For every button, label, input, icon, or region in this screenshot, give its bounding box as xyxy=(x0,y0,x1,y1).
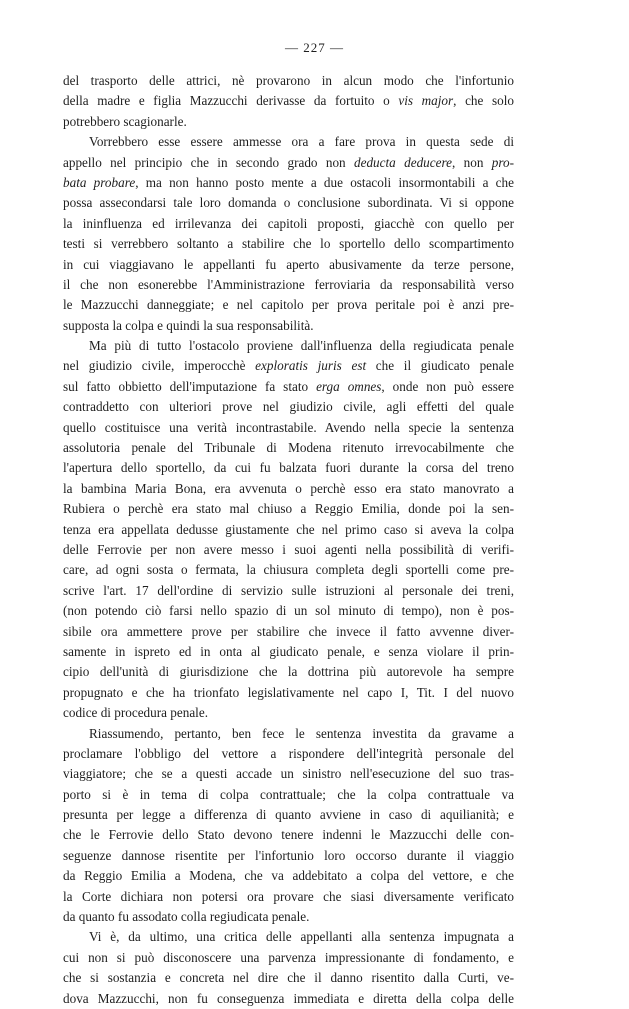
text-line xyxy=(63,703,514,723)
text-line xyxy=(63,193,514,213)
text-line xyxy=(63,785,514,805)
text-run: porto si è in tema di colpa contrattuale; che la colpa contrattuale va xyxy=(63,786,514,802)
text-run: che le Ferrovie dello Stato devono tenere indenni le Mazzucchi delle con- xyxy=(63,827,514,843)
text-line xyxy=(63,112,514,132)
text-run: sul fatto obbietto dell'imputazione fa stato xyxy=(63,378,317,394)
text-run: cipio dell'unità di giurisdizione che la dottrina più autorevole ha sempre xyxy=(63,664,514,680)
italic-phrase: vis major xyxy=(398,93,454,109)
page-number: — 227 — xyxy=(285,40,344,55)
text-run: contraddetto con ulteriori prove nel giudizio civile, agli effetti del quale xyxy=(63,399,514,415)
text-line xyxy=(63,479,514,499)
text-run: della madre e figlia Mazzucchi derivasse da fortuito o xyxy=(63,93,399,109)
body-text xyxy=(63,71,514,1009)
text-line xyxy=(63,968,514,988)
text-run: Vorrebbero esse essere ammesse ora a fare prova in questa sede di xyxy=(89,134,514,150)
text-line xyxy=(63,499,514,519)
text-line xyxy=(63,724,514,744)
text-line xyxy=(63,316,514,336)
text-line xyxy=(63,560,514,580)
text-run: sibile ora ammettere prove per stabilire che invece il fatto avvenne diver- xyxy=(63,623,514,639)
text-line xyxy=(63,71,514,91)
text-run: , che solo xyxy=(453,93,514,109)
text-run: la bambina Maria Bona, era avvenuta o perchè esso era stato manovrato a xyxy=(63,480,514,496)
text-line xyxy=(63,601,514,621)
text-line xyxy=(63,846,514,866)
text-run: supposta la colpa e quindi la sua responsabilità. xyxy=(63,317,314,333)
text-run: Ma più di tutto l'ostacolo proviene dall'influenza della regiudicata penale xyxy=(89,338,514,354)
italic-phrase: deducta deducere xyxy=(354,154,452,170)
text-line xyxy=(63,581,514,601)
text-run: Vi è, da ultimo, una critica delle appellanti alla sentenza impugnata a xyxy=(89,929,514,945)
text-run: Riassumendo, pertanto, ben fece le sentenza investita da gravame a xyxy=(89,725,514,741)
italic-phrase: bata probare xyxy=(63,174,136,190)
text-run: cui non si può disconoscere una parvenza impressionante di fondamento, e xyxy=(63,949,514,965)
text-run: , ma non hanno posto mente a due ostacoli insormontabili a che xyxy=(135,174,514,190)
text-run: , onde non può essere xyxy=(381,378,514,394)
text-run: assolutoria penale del Tribunale di Modena ritenuto irrevocabilmente che xyxy=(63,440,514,456)
text-run: appello nel principio che in secondo grado non xyxy=(63,154,355,170)
text-line xyxy=(63,989,514,1009)
text-line xyxy=(63,295,514,315)
text-run: Rubiera o perchè era stato mal chiuso a Reggio Emilia, donde poi la sen- xyxy=(63,501,514,517)
text-run: quello costituisce una verità incontrastabile. Avendo nella specie la sentenza xyxy=(63,419,514,435)
text-run: testi si verrebbero soltanto a stabilire che lo sportello dello scompartimento xyxy=(63,236,514,252)
text-run: proclamare l'obbligo del vettore a rispondere dell'integrità personale del xyxy=(63,745,514,761)
text-line xyxy=(63,275,514,295)
text-run: che si sostanzia e concreta nel dire che il danno risentito dalla Curti, ve- xyxy=(63,970,514,986)
text-line xyxy=(63,927,514,947)
text-line xyxy=(63,255,514,275)
text-line xyxy=(63,907,514,927)
text-run: dova Mazzucchi, non fu conseguenza immediata e diretta della colpa delle xyxy=(63,990,514,1006)
italic-phrase: erga omnes xyxy=(316,378,382,394)
text-line xyxy=(63,825,514,845)
text-line xyxy=(63,153,514,173)
text-line xyxy=(63,458,514,478)
text-run: da Reggio Emilia a Modena, che va addebitato a colpa del vettore, e che xyxy=(63,868,514,884)
text-line xyxy=(63,866,514,886)
text-run: presunta per legge a differenza di quanto avviene in caso di aquilianità; e xyxy=(63,807,514,823)
text-run: nel giudizio civile, imperocchè xyxy=(63,358,256,374)
text-run: seguenze dannose risentite per l'infortunio loro occorso durante il viaggio xyxy=(63,847,514,863)
italic-phrase: pro- xyxy=(491,154,514,170)
text-line xyxy=(63,622,514,642)
text-line xyxy=(63,91,514,111)
text-run: le Mazzucchi danneggiate; e nel capitolo per prova peritale poi è anzi pre- xyxy=(63,297,514,313)
text-run: codice di procedura penale. xyxy=(63,705,208,721)
text-run: samente in ispreto ed in onta al giudicato penale, e senza violare il prin- xyxy=(63,643,514,659)
text-run: potrebbero scagionarle. xyxy=(63,113,187,129)
text-run: scrive l'art. 17 dell'ordine di servizio sulle istruzioni al personale dei treni, xyxy=(63,582,514,598)
text-run: l'apertura dello sportello, da cui fu balzata fuori durante la corsa del treno xyxy=(63,460,514,476)
text-run: possa assecondarsi tale loro domanda o conclusione subordinata. Vi si oppone xyxy=(63,195,514,211)
text-run: la ininfluenza ed irrilevanza dei capitoli proposti, giacchè con quello per xyxy=(63,215,514,231)
text-run: propugnato e che ha trionfato legislativamente nel capo I, Tit. I del nuovo xyxy=(63,684,514,700)
text-run: in cui viaggiavano le appellanti fu aperto abusivamente da terze persone, xyxy=(63,256,514,272)
text-line xyxy=(63,336,514,356)
text-line xyxy=(63,805,514,825)
text-line xyxy=(63,132,514,152)
italic-phrase: exploratis juris est xyxy=(255,358,367,374)
text-run: il che non esonerebbe l'Amministrazione ferroviaria da responsabilità verso xyxy=(63,276,514,292)
text-line xyxy=(63,438,514,458)
text-line xyxy=(63,520,514,540)
text-run: delle Ferrovie per non avere messo i suoi agenti nella possibilità di verifi- xyxy=(63,541,514,557)
text-line xyxy=(63,377,514,397)
text-run: viaggiatore; che se a questi accade un sinistro nell'esecuzione del suo tras- xyxy=(63,766,514,782)
text-run: che il giudicato penale xyxy=(366,358,514,374)
text-line xyxy=(63,356,514,376)
text-line xyxy=(63,887,514,907)
text-run: , non xyxy=(451,154,492,170)
text-run: la Corte dichiara non potersi ora provare che siasi diversamente verificato xyxy=(63,888,514,904)
text-run: (non potendo ciò farsi nello spazio di un sol minuto di tempo), non è pos- xyxy=(63,603,514,619)
text-line xyxy=(63,662,514,682)
text-line xyxy=(63,948,514,968)
text-line xyxy=(63,642,514,662)
text-run: del trasporto delle attrici, nè provarono in alcun modo che l'infortunio xyxy=(63,73,514,88)
text-line xyxy=(63,764,514,784)
text-line xyxy=(63,683,514,703)
text-line xyxy=(63,744,514,764)
text-run: tenza era appellata dedusse giustamente che nel primo caso si aveva la colpa xyxy=(63,521,514,537)
text-line xyxy=(63,540,514,560)
text-line xyxy=(63,173,514,193)
text-line xyxy=(63,397,514,417)
text-run: care, ad ogni sosta o fermata, la chiusura completa degli sportelli come pre- xyxy=(63,562,514,578)
text-line xyxy=(63,418,514,438)
text-run: da quanto fu assodato colla regiudicata penale. xyxy=(63,909,310,925)
text-line xyxy=(63,234,514,254)
text-line xyxy=(63,214,514,234)
